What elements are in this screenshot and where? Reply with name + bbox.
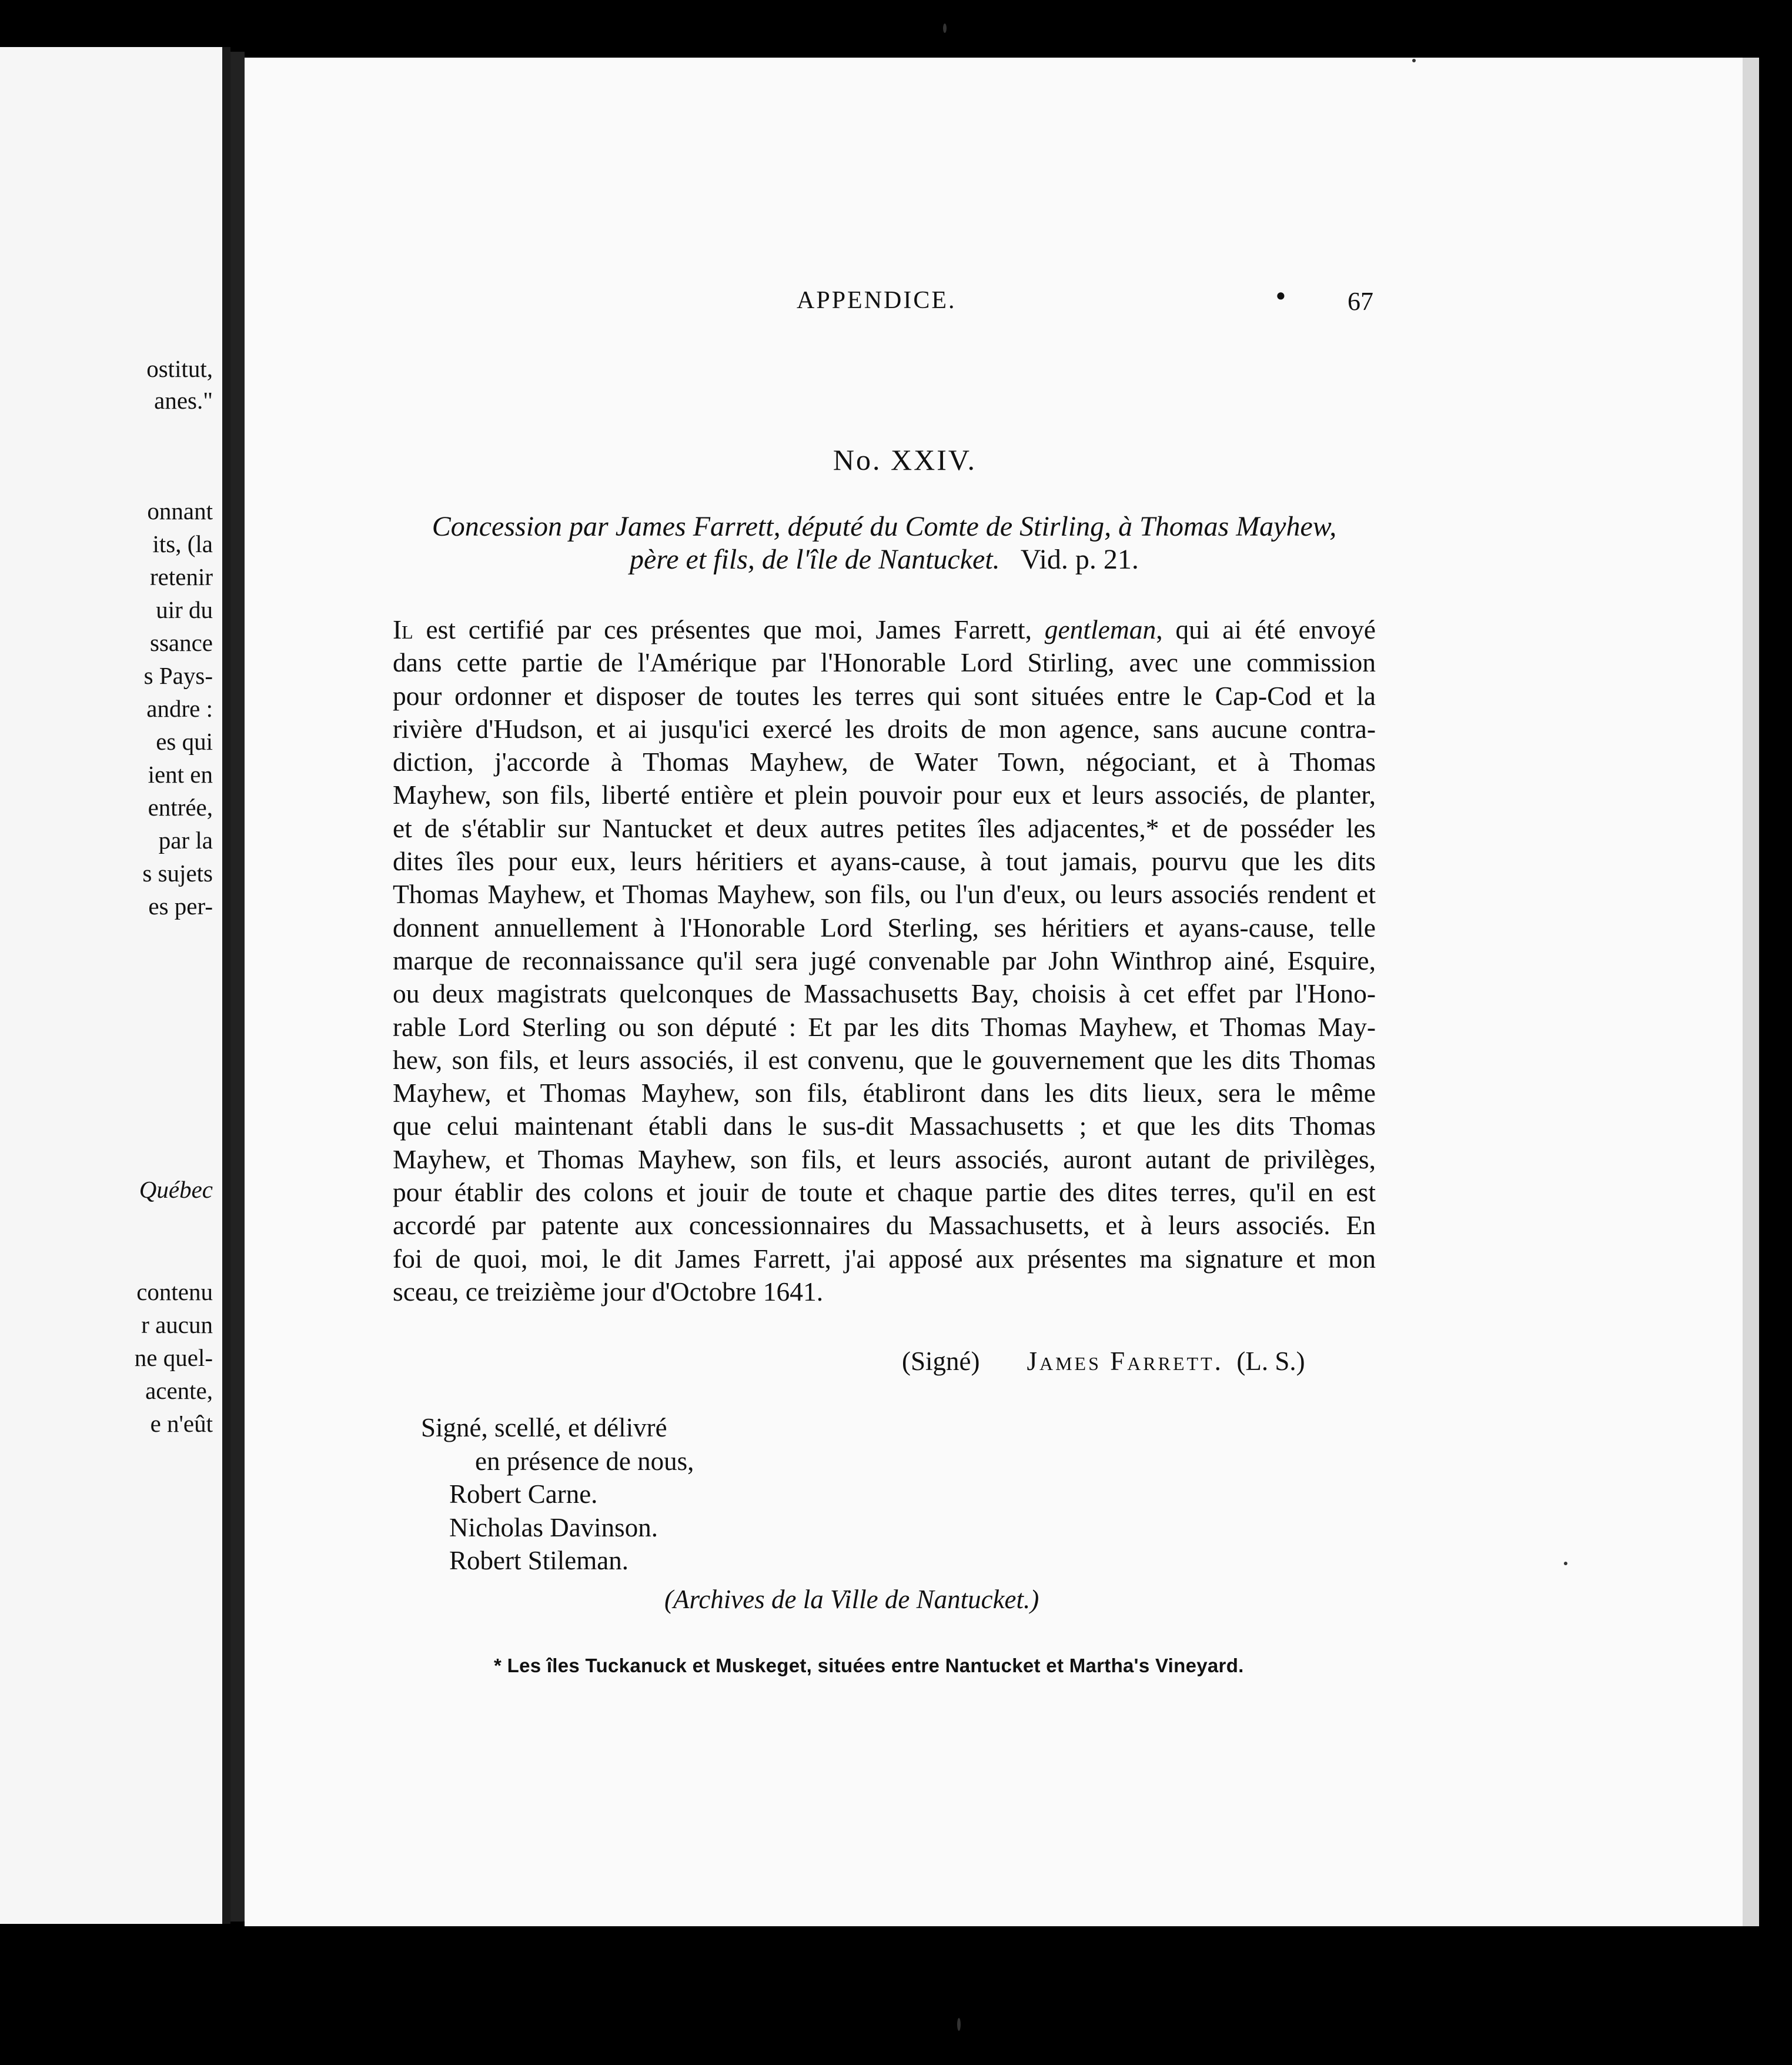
body-line: Mayhew, et Thomas Mayhew, son fils, établiront dans les dits lieux, sera le même: [393, 1078, 1376, 1108]
body-line: Thomas Mayhew, et Thomas Mayhew, son fils, ou l'un d'eux, ou leurs associés rendent et: [393, 879, 1376, 910]
left-page-line: onnant: [147, 497, 213, 524]
running-header: APPENDICE.: [797, 287, 957, 314]
body-line: dans cette partie de l'Amérique par l'Honorable Lord Stirling, avec une commission: [393, 647, 1376, 678]
body-line: Il est certifié par ces présentes que moi, James Farrett, gentleman, qui ai été envoyé: [393, 614, 1376, 644]
left-page-line: contenu: [136, 1278, 213, 1305]
source-citation: (Archives de la Ville de Nantucket.): [664, 1585, 1039, 1614]
body-line: que celui maintenant établi dans le sus-dit Massachusetts ; et que les dits Thomas: [393, 1111, 1376, 1141]
subtitle-line-2: père et fils, de l'île de Nantucket.: [630, 544, 1000, 575]
subtitle-line-1: Concession par James Farrett, député du Comte de Stirling, à Thomas Mayhew,: [432, 511, 1337, 542]
left-page-line: s sujets: [142, 860, 213, 887]
signatory-name: James Farrett.: [1027, 1346, 1223, 1376]
left-page-edge: [222, 47, 230, 1924]
dropcap: Il: [393, 614, 413, 644]
body-line: foi de quoi, moi, le dit James Farrett, j'ai apposé aux présentes ma signature et mon: [393, 1243, 1376, 1274]
body-line: et de s'établir sur Nantucket et deux autres petites îles adjacentes,* et de posséder les: [393, 813, 1376, 843]
signed-label: (Signé): [902, 1346, 980, 1376]
body-line: marque de reconnaissance qu'il sera jugé convenable par John Winthrop ainé, Esquire,: [393, 945, 1376, 975]
signature-line: [902, 1346, 1305, 1376]
witness-line: Signé, scellé, et délivré: [421, 1413, 667, 1442]
left-page-line: acente,: [145, 1377, 213, 1404]
body-line: rable Lord Sterling ou son député : Et par les dits Thomas Mayhew, et Thomas May-: [393, 1011, 1376, 1042]
left-page-line: Québec: [139, 1176, 213, 1203]
body-line: diction, j'accorde à Thomas Mayhew, de Water Town, négociant, et à Thomas: [393, 747, 1376, 777]
witness-name: Nicholas Davinson.: [449, 1512, 658, 1542]
page-edge-shadow: [1743, 58, 1759, 1926]
body-line: ou deux magistrats quelconques de Massachusetts Bay, choisis à cet effet par l'Hono-: [393, 978, 1376, 1009]
scan-speck: [1564, 1562, 1567, 1565]
book-gutter: [230, 52, 245, 1922]
body-line: rivière d'Hudson, et ai jusqu'ici exercé les droits de mon agence, sans aucune contra-: [393, 713, 1376, 744]
left-page-line: andre :: [146, 695, 213, 722]
left-page-line: s Pays-: [143, 662, 213, 689]
body-line: Mayhew, son fils, liberté entière et plein pouvoir pour eux et leurs associés, de planter,: [393, 780, 1376, 810]
body-line: donnent annuellement à l'Honorable Lord Sterling, ses héritiers et ayans-cause, telle: [393, 912, 1376, 943]
witness-name: Robert Stileman.: [449, 1546, 628, 1575]
left-page-line: par la: [158, 827, 213, 854]
scan-speck: [957, 2018, 961, 2031]
left-page-line: ne quel-: [134, 1344, 213, 1371]
left-page-line: ssance: [149, 629, 213, 656]
subtitle-reference: Vid. p. 21.: [1020, 544, 1139, 575]
left-page-line: es per-: [148, 893, 213, 920]
body-line: pour ordonner et disposer de toutes les terres qui sont situées entre le Cap-Cod et la: [393, 680, 1376, 711]
page-number: 67: [1348, 287, 1373, 316]
body-line: dites îles pour eux, leurs héritiers et ayans-cause, à tout jamais, pourvu que les dits: [393, 846, 1376, 877]
body-line: Mayhew, et Thomas Mayhew, son fils, et leurs associés, auront autant de privilèges,: [393, 1144, 1376, 1174]
left-page-line: entrée,: [148, 794, 213, 821]
witness-block: [421, 1411, 694, 1578]
left-page-line: its, (la: [152, 530, 213, 557]
witness-name: Robert Carne.: [449, 1479, 598, 1509]
left-page-line: retenir: [150, 563, 213, 590]
body-line: accordé par patente aux concessionnaires du Massachusetts, et à leurs associés. En: [393, 1210, 1376, 1241]
left-page-line: es qui: [156, 728, 213, 755]
document-subtitle: [393, 510, 1376, 576]
body-paragraph: [393, 613, 1376, 1308]
body-line: pour établir des colons et jouir de toute et chaque partie des dites terres, qu'il en est: [393, 1177, 1376, 1208]
left-page-line: r aucun: [141, 1311, 213, 1338]
left-page-line: e n'eût: [150, 1410, 213, 1437]
footnote: * Les îles Tuckanuck et Muskeget, situées entre Nantucket et Martha's Vineyard.: [494, 1655, 1244, 1676]
left-page-line: ient en: [148, 761, 213, 788]
scan-speck: [943, 24, 947, 33]
header-dot: •: [1273, 282, 1288, 311]
witness-line: en présence de nous,: [475, 1446, 694, 1476]
left-facing-page: [0, 47, 230, 1924]
italic-word: gentleman: [1044, 614, 1156, 644]
body-line: hew, son fils, et leurs associés, il est convenu, que le gouvernement que les dits Thomas: [393, 1044, 1376, 1075]
document-number: No. XXIV.: [833, 443, 977, 476]
body-line: sceau, ce treizième jour d'Octobre 1641.: [393, 1276, 824, 1307]
seal-mark: (L. S.): [1236, 1346, 1305, 1376]
left-page-line: uir du: [156, 596, 213, 623]
scan-speck: [1412, 59, 1416, 62]
left-page-line: anes.": [154, 387, 213, 414]
left-page-line: ostitut,: [146, 355, 213, 382]
